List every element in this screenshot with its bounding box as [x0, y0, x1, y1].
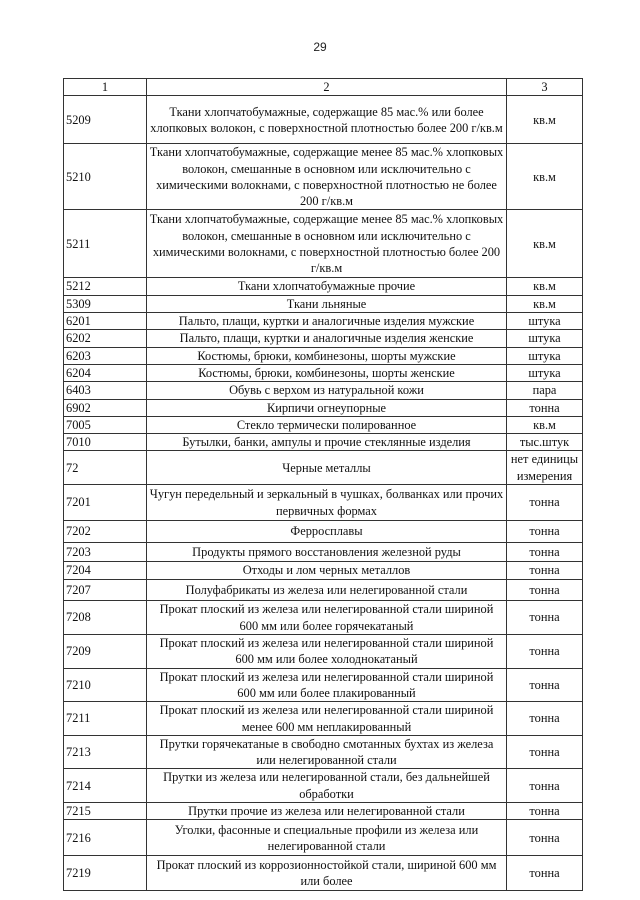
description-cell: Ткани хлопчатобумажные прочие — [147, 278, 507, 295]
table-row — [64, 769, 583, 803]
code-cell: 7010 — [64, 434, 147, 451]
unit-cell: штука — [507, 364, 583, 381]
code-cell: 7214 — [64, 769, 147, 803]
unit-cell: тонна — [507, 769, 583, 803]
goods-table — [63, 78, 583, 891]
table-row — [64, 820, 583, 856]
description-cell: Ткани хлопчатобумажные, содержащие менее 85 мас.% хлопковых волокон, смешанные в основном или исключительно с химическими волокнами, с поверхностной плотностью не более 200 г/кв.м — [147, 144, 507, 210]
unit-cell: тонна — [507, 735, 583, 769]
code-cell: 7213 — [64, 735, 147, 769]
code-cell: 6201 — [64, 313, 147, 330]
unit-cell: тонна — [507, 580, 583, 601]
unit-cell: нет единицы измерения — [507, 451, 583, 485]
unit-cell: штука — [507, 347, 583, 364]
unit-cell: тонна — [507, 856, 583, 891]
unit-cell: кв.м — [507, 416, 583, 433]
code-cell: 7219 — [64, 856, 147, 891]
unit-cell: тонна — [507, 543, 583, 562]
description-cell: Стекло термически полированное — [147, 416, 507, 433]
code-cell: 6202 — [64, 330, 147, 347]
description-cell: Прутки из железа или нелегированной стали, без дальнейшей обработки — [147, 769, 507, 803]
description-cell: Прокат плоский из коррозионностойкой стали, шириной 600 мм или более — [147, 856, 507, 891]
table-row — [64, 856, 583, 891]
unit-cell: пара — [507, 382, 583, 399]
table-row — [64, 635, 583, 669]
column-header-3: 3 — [507, 79, 583, 96]
code-cell: 7207 — [64, 580, 147, 601]
code-cell: 6403 — [64, 382, 147, 399]
code-cell: 7005 — [64, 416, 147, 433]
unit-cell: тонна — [507, 702, 583, 736]
code-cell: 5211 — [64, 210, 147, 278]
table-row — [64, 434, 583, 451]
table-row — [64, 562, 583, 580]
code-cell: 72 — [64, 451, 147, 485]
unit-cell: тонна — [507, 521, 583, 543]
description-cell: Ферросплавы — [147, 521, 507, 543]
table-row — [64, 144, 583, 210]
column-header-2: 2 — [147, 79, 507, 96]
description-cell: Обувь с верхом из натуральной кожи — [147, 382, 507, 399]
unit-cell: тонна — [507, 635, 583, 669]
table-row — [64, 210, 583, 278]
table-row — [64, 521, 583, 543]
code-cell: 7203 — [64, 543, 147, 562]
table-row — [64, 485, 583, 521]
table-row — [64, 278, 583, 295]
unit-cell: тонна — [507, 668, 583, 702]
table-row — [64, 330, 583, 347]
page-number: 29 — [313, 40, 327, 54]
table-row — [64, 668, 583, 702]
code-cell: 7210 — [64, 668, 147, 702]
table-row — [64, 364, 583, 381]
table-row — [64, 347, 583, 364]
unit-cell: тонна — [507, 562, 583, 580]
table-row — [64, 735, 583, 769]
description-cell: Продукты прямого восстановления железной руды — [147, 543, 507, 562]
table-row — [64, 702, 583, 736]
unit-cell: штука — [507, 313, 583, 330]
unit-cell: тонна — [507, 399, 583, 416]
code-cell: 7215 — [64, 803, 147, 820]
description-cell: Черные металлы — [147, 451, 507, 485]
unit-cell: тонна — [507, 601, 583, 635]
table-row — [64, 96, 583, 144]
unit-cell: кв.м — [507, 295, 583, 312]
description-cell: Ткани хлопчатобумажные, содержащие 85 мас.% или более хлопковых волокон, с поверхностной плотностью более 200 г/кв.м — [147, 96, 507, 144]
description-cell: Пальто, плащи, куртки и аналогичные изделия мужские — [147, 313, 507, 330]
table-row — [64, 601, 583, 635]
table-row — [64, 803, 583, 820]
unit-cell: кв.м — [507, 210, 583, 278]
code-cell: 7201 — [64, 485, 147, 521]
unit-cell: кв.м — [507, 96, 583, 144]
code-cell: 6203 — [64, 347, 147, 364]
description-cell: Прокат плоский из железа или нелегированной стали шириной 600 мм или более плакированный — [147, 668, 507, 702]
description-cell: Полуфабрикаты из железа или нелегированной стали — [147, 580, 507, 601]
code-cell: 5212 — [64, 278, 147, 295]
description-cell: Чугун передельный и зеркальный в чушках, болванках или прочих первичных формах — [147, 485, 507, 521]
table-header-row — [64, 79, 583, 96]
table-row — [64, 416, 583, 433]
table-row — [64, 382, 583, 399]
code-cell: 6204 — [64, 364, 147, 381]
unit-cell: кв.м — [507, 278, 583, 295]
code-cell: 5210 — [64, 144, 147, 210]
description-cell: Прокат плоский из железа или нелегированной стали шириной 600 мм или более холоднокатаный — [147, 635, 507, 669]
description-cell: Ткани льняные — [147, 295, 507, 312]
code-cell: 7204 — [64, 562, 147, 580]
table-row — [64, 313, 583, 330]
table-row — [64, 451, 583, 485]
description-cell: Уголки, фасонные и специальные профили из железа или нелегированной стали — [147, 820, 507, 856]
table-row — [64, 399, 583, 416]
code-cell: 7211 — [64, 702, 147, 736]
description-cell: Костюмы, брюки, комбинезоны, шорты женские — [147, 364, 507, 381]
description-cell: Прутки горячекатаные в свободно смотанных бухтах из железа или нелегированной стали — [147, 735, 507, 769]
description-cell: Прутки прочие из железа или нелегированной стали — [147, 803, 507, 820]
description-cell: Кирпичи огнеупорные — [147, 399, 507, 416]
unit-cell: тонна — [507, 820, 583, 856]
unit-cell: кв.м — [507, 144, 583, 210]
code-cell: 7208 — [64, 601, 147, 635]
unit-cell: тонна — [507, 803, 583, 820]
column-header-1: 1 — [64, 79, 147, 96]
description-cell: Бутылки, банки, ампулы и прочие стеклянные изделия — [147, 434, 507, 451]
description-cell: Ткани хлопчатобумажные, содержащие менее 85 мас.% хлопковых волокон, смешанные в основном или исключительно с химическими волокнами, с поверхностной плотностью более 200 г/кв.м — [147, 210, 507, 278]
unit-cell: штука — [507, 330, 583, 347]
code-cell: 5209 — [64, 96, 147, 144]
description-cell: Прокат плоский из железа или нелегированной стали шириной менее 600 мм неплакированный — [147, 702, 507, 736]
description-cell: Прокат плоский из железа или нелегированной стали шириной 600 мм или более горячекатаный — [147, 601, 507, 635]
description-cell: Отходы и лом черных металлов — [147, 562, 507, 580]
code-cell: 5309 — [64, 295, 147, 312]
code-cell: 7209 — [64, 635, 147, 669]
unit-cell: тыс.штук — [507, 434, 583, 451]
table-row — [64, 543, 583, 562]
code-cell: 7216 — [64, 820, 147, 856]
table-row — [64, 580, 583, 601]
code-cell: 6902 — [64, 399, 147, 416]
description-cell: Костюмы, брюки, комбинезоны, шорты мужские — [147, 347, 507, 364]
unit-cell: тонна — [507, 485, 583, 521]
code-cell: 7202 — [64, 521, 147, 543]
description-cell: Пальто, плащи, куртки и аналогичные изделия женские — [147, 330, 507, 347]
table-row — [64, 295, 583, 312]
